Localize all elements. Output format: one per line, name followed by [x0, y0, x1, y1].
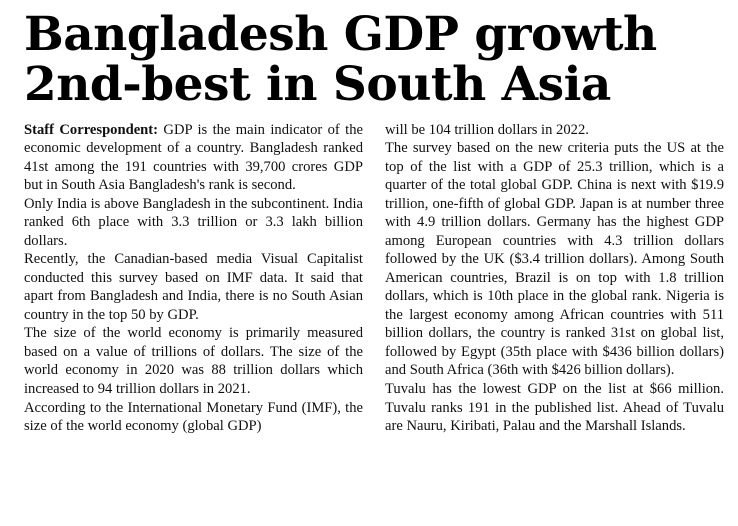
article-column-left [24, 121, 363, 436]
paragraph-text: GDP is the main indicator of the economic development of a country. Bangladesh ranked 41st among the 191 countries with 39,700 crores GDP but in South Asia Bangladesh's rank is second. [24, 121, 363, 194]
paragraph-lead [24, 121, 363, 195]
article-column-right [385, 121, 724, 436]
headline-line-1: Bangladesh GDP growth [24, 7, 657, 62]
article-columns [24, 121, 724, 436]
headline-line-2: 2nd-best in South Asia [24, 57, 611, 113]
paragraph: The size of the world economy is primarily measured based on a value of trillions of dollars. The size of the world economy in 2020 was 88 trillion dollars which increased to 94 trillion dollars in 2021. [24, 325, 363, 397]
paragraph: Recently, the Canadian-based media Visual Capitalist conducted this survey based on IMF data. It said that apart from Bangladesh and India, there is no South Asian country in the top 50 by GDP. [24, 251, 363, 323]
page-title [24, 7, 720, 113]
paragraph: Tuvalu has the lowest GDP on the list at $66 million. Tuvalu ranks 191 in the published list. Ahead of Tuvalu are Nauru, Kiribati, Palau and the Marshall Islands. [385, 381, 724, 435]
byline: Staff Correspondent: [24, 121, 159, 138]
paragraph: The survey based on the new criteria puts the US at the top of the list with a GDP of 25.3 trillion, which is a quarter of the total global GDP. China is next with $19.9 trillion, one-fifth of global GDP. Japan is at number three with 4.9 trillion dollars. Germany has the highest GDP among European countries with 4.3 trillion dollars followed by the UK ($3.4 trillion dollars). Among South American countries, Brazil is on top with 1.8 trillion dollars, which is 10th place in the global rank. Nigeria is the largest economy among African countries with 511 billion dollars, the country is ranked 31st on global list, followed by Egypt (35th place with $436 billion dollars) and South Africa (36th with $426 billion dollars). [385, 140, 724, 379]
paragraph: According to the International Monetary Fund (IMF), the size of the world economy (global GDP) [24, 399, 363, 435]
paragraph: will be 104 trillion dollars in 2022. [385, 121, 589, 138]
paragraph: Only India is above Bangladesh in the subcontinent. India ranked 6th place with 3.3 trillion or 3.3 lakh billion dollars. [24, 195, 363, 249]
